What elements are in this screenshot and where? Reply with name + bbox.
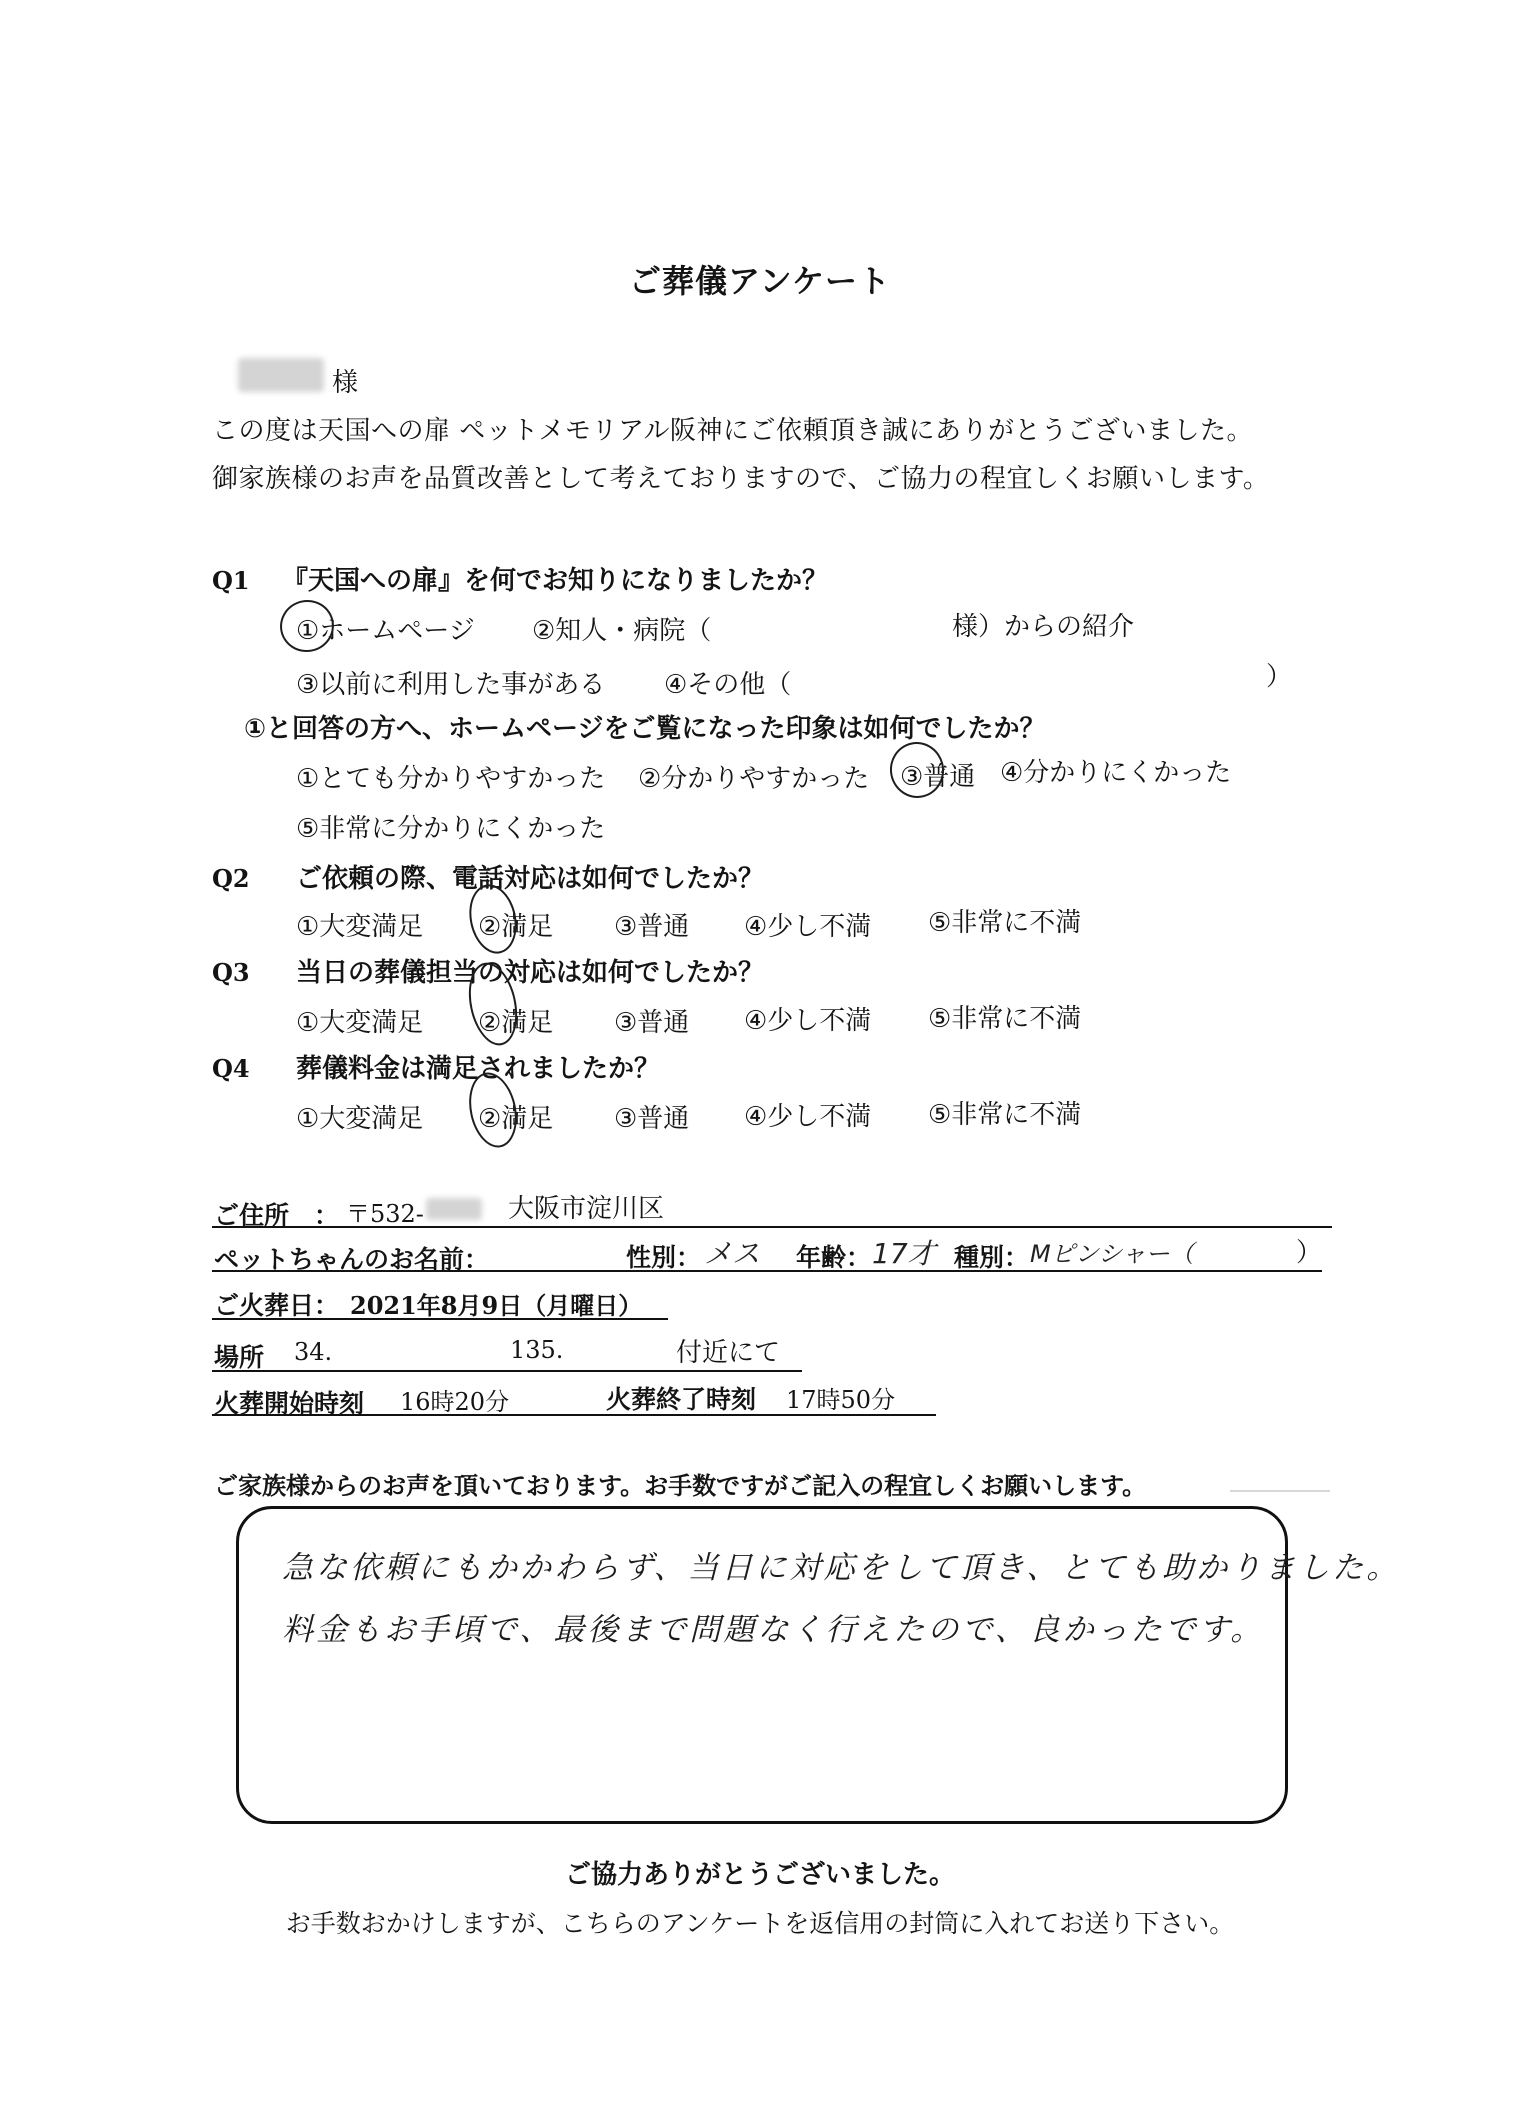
redacted-name — [238, 358, 324, 392]
q1-sub-option-4[interactable]: ④分かりにくかった — [1000, 758, 1232, 788]
scan-speckle — [1230, 1490, 1330, 1492]
recipient-suffix: 様 — [332, 368, 359, 398]
start-time-label: 火葬開始時刻 — [214, 1389, 365, 1418]
q1-option-4[interactable]: ④その他（ — [664, 670, 792, 700]
q3-text: 当日の葬儀担当の対応は如何でしたか？ — [296, 958, 765, 988]
gender-label: 性別： — [626, 1243, 702, 1272]
gender-value[interactable]: メス — [704, 1237, 761, 1270]
breed-value[interactable]: Mピンシャー（ — [1030, 1240, 1194, 1268]
intro-line-1: この度は天国への扉 ペットメモリアル阪神にご依頼頂き誠にありがとうございました。 — [212, 416, 1253, 446]
start-time-value[interactable]: 16時20分 — [400, 1388, 510, 1416]
place-longitude[interactable]: 135. — [510, 1336, 564, 1364]
q3-number: Q3 — [212, 958, 250, 987]
q1-number: Q1 — [212, 566, 250, 595]
q1-sub-option-5[interactable]: ⑤非常に分かりにくかった — [296, 814, 606, 844]
cremation-date-label: ご火葬日： — [214, 1291, 340, 1320]
q1-option-3[interactable]: ③以前に利用した事がある — [296, 670, 606, 700]
place-underline — [212, 1370, 802, 1372]
q2-option-5[interactable]: ⑤非常に不満 — [928, 908, 1082, 938]
place-latitude[interactable]: 34. — [294, 1338, 333, 1366]
q4-option-5[interactable]: ⑤非常に不満 — [928, 1100, 1082, 1130]
q1-sub-option-3[interactable]: ③普通 — [900, 762, 976, 792]
q4-text: 葬儀料金は満足されましたか？ — [296, 1054, 661, 1084]
q2-option-2[interactable]: ②満足 — [478, 912, 554, 942]
redacted-postal — [426, 1198, 482, 1220]
q3-option-4[interactable]: ④少し不満 — [744, 1006, 872, 1036]
q1-option-1[interactable]: ①ホームページ — [296, 616, 475, 646]
pet-underline — [212, 1270, 1322, 1272]
address-label: ご住所 ： — [214, 1201, 340, 1230]
q1-sub-option-2[interactable]: ②分かりやすかった — [638, 764, 870, 794]
q3-option-1[interactable]: ①大変満足 — [296, 1008, 424, 1038]
q1-text: 『天国への扉』を何でお知りになりましたか？ — [282, 566, 829, 596]
q4-number: Q4 — [212, 1054, 250, 1083]
q4-option-3[interactable]: ③普通 — [614, 1104, 690, 1134]
q2-option-1[interactable]: ①大変満足 — [296, 912, 424, 942]
footer-note: お手数おかけしますが、こちらのアンケートを返信用の封筒に入れてお送り下さい。 — [285, 1909, 1235, 1938]
breed-label: 種別： — [954, 1243, 1030, 1272]
place-suffix: 付近にて — [676, 1338, 781, 1368]
q4-option-4[interactable]: ④少し不満 — [744, 1102, 872, 1132]
q1-option-2-suffix: 様）からの紹介 — [952, 612, 1135, 642]
q1-selected-circle — [275, 595, 339, 657]
date-underline — [212, 1318, 668, 1320]
breed-close: ） — [1296, 1238, 1323, 1268]
address-postal[interactable]: 〒532- — [346, 1200, 424, 1228]
q2-number: Q2 — [212, 864, 250, 893]
cremation-date-value[interactable]: 2021年8月9日（月曜日） — [350, 1291, 643, 1320]
q2-text: ご依頼の際、電話対応は如何でしたか？ — [296, 864, 765, 894]
q1-sub-selected-circle — [885, 737, 949, 803]
time-underline — [212, 1414, 936, 1416]
q3-option-5[interactable]: ⑤非常に不満 — [928, 1004, 1082, 1034]
age-label: 年齢： — [796, 1243, 872, 1272]
q1-sub-text: ①と回答の方へ、ホームページをご覧になった印象は如何でしたか？ — [244, 714, 1046, 744]
footer-thanks: ご協力ありがとうございました。 — [564, 1860, 955, 1890]
message-line-1: 急な依頼にもかかわらず、当日に対応をして頂き、とても助かりました。 — [282, 1550, 1401, 1586]
q1-sub-option-1[interactable]: ①とても分かりやすかった — [296, 764, 606, 794]
pet-name-label: ペットちゃんのお名前： — [214, 1245, 490, 1274]
address-city[interactable]: 大阪市淀川区 — [508, 1194, 665, 1224]
place-label: 場所 — [214, 1343, 265, 1372]
q1-option-4-close: ） — [1266, 662, 1293, 692]
intro-line-2: 御家族様のお声を品質改善として考えておりますので、ご協力の程宜しくお願いします。 — [212, 464, 1270, 494]
q3-option-2[interactable]: ②満足 — [478, 1008, 554, 1038]
q2-option-4[interactable]: ④少し不満 — [744, 912, 872, 942]
address-underline — [212, 1226, 1332, 1228]
q2-option-3[interactable]: ③普通 — [614, 912, 690, 942]
survey-title: ご葬儀アンケート — [628, 262, 892, 300]
q4-option-1[interactable]: ①大変満足 — [296, 1104, 424, 1134]
q1-option-2[interactable]: ②知人・病院（ — [532, 616, 712, 646]
message-line-2: 料金もお手頃で、最後まで問題なく行えたので、良かったです。 — [282, 1612, 1265, 1648]
q3-option-3[interactable]: ③普通 — [614, 1008, 690, 1038]
message-prompt: ご家族様からのお声を頂いております。お手数ですがご記入の程宜しくお願いします。 — [214, 1472, 1147, 1500]
end-time-label: 火葬終了時刻 — [606, 1385, 757, 1414]
end-time-value[interactable]: 17時50分 — [786, 1386, 896, 1414]
q4-option-2[interactable]: ②満足 — [478, 1104, 554, 1134]
age-value[interactable]: 17才 — [872, 1237, 936, 1270]
